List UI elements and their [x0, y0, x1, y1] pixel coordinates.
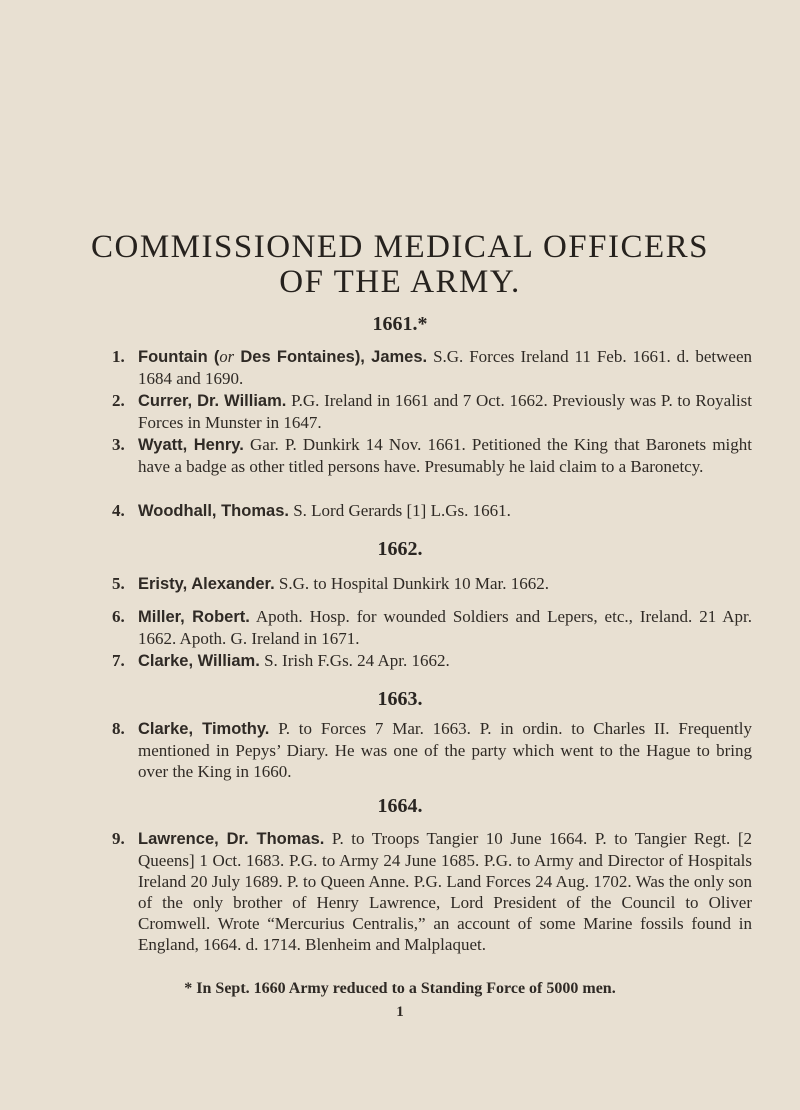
- entry-name: Currer, Dr. William.: [138, 392, 287, 410]
- entry-text: S. Irish F.Gs. 24 Apr. 1662.: [264, 651, 450, 670]
- entry-number: 8.: [112, 719, 125, 738]
- entry-8: [112, 718, 752, 782]
- entry-1: [112, 346, 752, 389]
- entry-name: Clarke, Timothy.: [138, 720, 270, 738]
- entry-name: Lawrence, Dr. Thomas.: [138, 830, 325, 848]
- entry-3: [112, 434, 752, 477]
- entry-number: 5.: [112, 574, 125, 593]
- entry-name: Eristy, Alexander.: [138, 575, 275, 593]
- entry-9: [112, 828, 752, 955]
- entry-name: Woodhall, Thomas.: [138, 502, 289, 520]
- entry-text: S.G. Forces Ireland 11 Feb. 1661. d. between 1684 and 1690.: [138, 347, 752, 388]
- entry-text: Gar. P. Dunkirk 14 Nov. 1661. Petitioned the King that Baronets might have a badge as other titled persons have. Presumably he laid claim to a Baronetcy.: [138, 435, 753, 476]
- entry-number: 6.: [112, 607, 125, 626]
- year-heading-1661: 1661.*: [372, 313, 428, 335]
- entry-6: [112, 606, 752, 649]
- entry-number: 3.: [112, 435, 125, 454]
- entry-7: [112, 650, 752, 672]
- entry-number: 2.: [112, 391, 125, 410]
- year-heading-1662: 1662.: [377, 538, 423, 560]
- entry-number: 7.: [112, 651, 125, 670]
- entry-text: P. to Troops Tangier 10 June 1664. P. to Tangier Regt. [2 Queens] 1 Oct. 1683. P.G. to Army 24 June 1685. P.G. to Army and Director of Hospitals Ireland 20 July 1689. P. to Queen Anne. P.G. Land Forces 24 Aug. 1702. Was the only son of the only brother of Henry Lawrence, Lord President of the Council to Oliver Cromwell. Wrote “Mercurius Centralis,” an account of some Marine fossils found in England, 1664. d. 1714. Blenheim and Malplaquet.: [138, 829, 752, 954]
- footnote: * In Sept. 1660 Army reduced to a Standing Force of 5000 men.: [184, 980, 616, 997]
- entry-name: Miller, Robert.: [138, 608, 250, 626]
- entry-number: 1.: [112, 347, 125, 366]
- entry-name: Wyatt, Henry.: [138, 436, 244, 454]
- entry-text: S. Lord Gerards [1] L.Gs. 1661.: [293, 501, 511, 520]
- year-heading-1663: 1663.: [377, 688, 423, 710]
- page-title-line-1: COMMISSIONED MEDICAL OFFICERS: [90, 229, 710, 265]
- entry-text: Apoth. Hosp. for wounded Soldiers and Lepers, etc., Ireland. 21 Apr. 1662. Apoth. G. Ireland in 1671.: [138, 607, 753, 648]
- entry-text: P. to Forces 7 Mar. 1663. P. in ordin. to Charles II. Frequently mentioned in Pepys’ Diary. He was one of the party which went to the Hague to bring over the King in 1660.: [138, 719, 753, 781]
- entry-text: P.G. Ireland in 1661 and 7 Oct. 1662. Previously was P. to Royalist Forces in Munster in 1647.: [138, 391, 753, 432]
- entry-2: [112, 390, 752, 433]
- page-number: 1: [396, 1004, 404, 1020]
- entry-number: 9.: [112, 829, 125, 848]
- year-heading-1664: 1664.: [377, 795, 423, 817]
- entry-4: [112, 500, 752, 522]
- entry-name: Fountain (or Des Fontaines), James.: [138, 347, 428, 366]
- entry-text: S.G. to Hospital Dunkirk 10 Mar. 1662.: [278, 574, 550, 593]
- entry-name: Clarke, William.: [138, 652, 260, 670]
- entry-5: [112, 573, 752, 595]
- page-title-line-2: OF THE ARMY.: [279, 264, 521, 300]
- entry-number: 4.: [112, 501, 125, 520]
